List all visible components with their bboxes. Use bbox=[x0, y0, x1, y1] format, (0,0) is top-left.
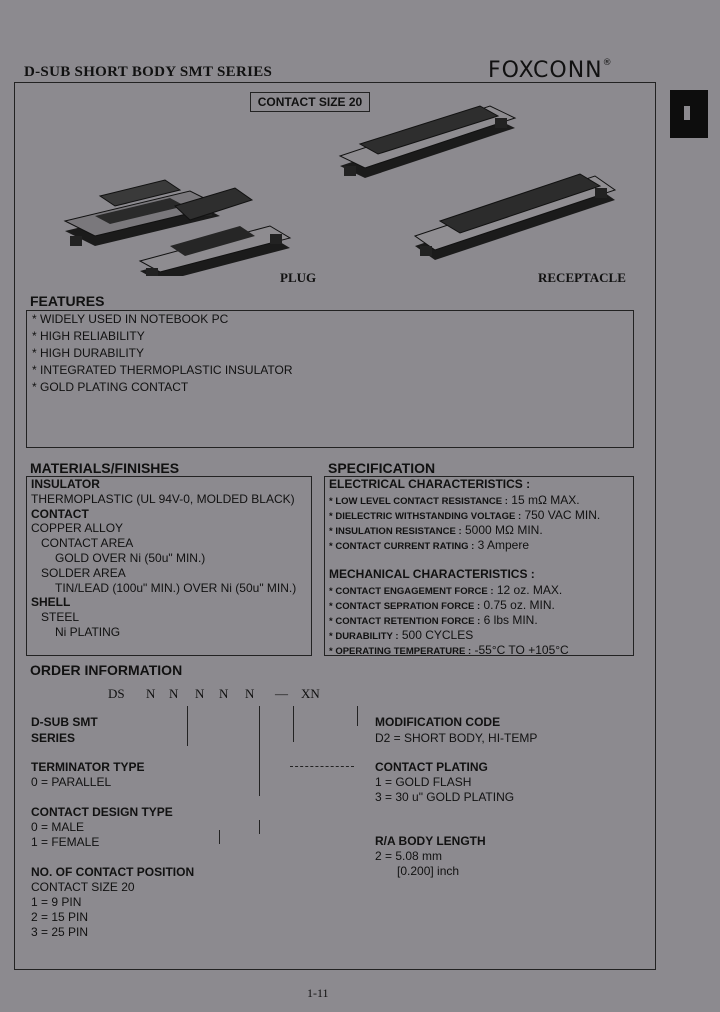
series-title: SERIES bbox=[31, 731, 76, 745]
spec-value: 12 oz. MAX. bbox=[496, 583, 563, 597]
material-line: COPPER ALLOY bbox=[31, 521, 124, 536]
spec-label: * OPERATING TEMPERATURE : bbox=[329, 646, 472, 657]
plug-label: PLUG bbox=[280, 270, 317, 285]
spec-spacer bbox=[329, 552, 629, 566]
receptacle-connector-lower bbox=[415, 174, 615, 260]
spec-label: * DIELECTRIC WITHSTANDING VOLTAGE : bbox=[329, 511, 522, 522]
order-code bbox=[108, 686, 324, 702]
design-option: 0 = MALE bbox=[31, 820, 85, 834]
spec-row bbox=[329, 597, 629, 612]
materials-list bbox=[31, 476, 296, 639]
contact-size-label: CONTACT SIZE 20 bbox=[250, 92, 370, 112]
leader-line bbox=[259, 820, 260, 834]
spec-row bbox=[329, 537, 629, 552]
title-underline bbox=[14, 82, 654, 83]
receptacle-photo bbox=[330, 96, 640, 276]
spec-value: 5000 MΩ MIN. bbox=[465, 523, 543, 537]
spec-value: 6 lbs MIN. bbox=[483, 613, 538, 627]
spec-label: * INSULATION RESISTANCE : bbox=[329, 526, 462, 537]
plating-title: CONTACT PLATING bbox=[375, 760, 488, 774]
features-heading: FEATURES bbox=[30, 293, 105, 309]
plating-option: 1 = GOLD FLASH bbox=[375, 775, 472, 789]
electrical-heading: ELECTRICAL CHARACTERISTICS : bbox=[329, 477, 531, 491]
foxconn-logo bbox=[488, 58, 613, 83]
spec-value: 15 mΩ MAX. bbox=[511, 493, 580, 507]
features-list bbox=[32, 311, 292, 396]
leader-line bbox=[187, 706, 188, 746]
leader-line bbox=[219, 830, 220, 844]
code-ds: DS bbox=[108, 686, 125, 701]
material-heading-shell: SHELL bbox=[31, 595, 71, 610]
spec-row bbox=[329, 612, 629, 627]
code-dash: — bbox=[275, 686, 288, 701]
material-line: STEEL bbox=[41, 610, 80, 625]
spec-row bbox=[329, 522, 629, 537]
design-option: 1 = FEMALE bbox=[31, 835, 100, 849]
section-tab-marker bbox=[670, 90, 708, 138]
leader-line bbox=[293, 706, 294, 742]
spec-value: 0.75 oz. MIN. bbox=[483, 598, 555, 612]
code-xn: XN bbox=[301, 686, 320, 701]
spec-row bbox=[329, 507, 629, 522]
page-title: D-SUB SHORT BODY SMT SERIES bbox=[24, 64, 273, 80]
code-n2: N bbox=[169, 686, 179, 701]
plating-option: 3 = 30 u" GOLD PLATING bbox=[375, 790, 515, 804]
material-line: GOLD OVER Ni (50u" MIN.) bbox=[55, 550, 206, 565]
receptacle-label: RECEPTACLE bbox=[538, 270, 626, 285]
code-n1: N bbox=[146, 686, 156, 701]
code-n4: N bbox=[219, 686, 229, 701]
material-line: THERMOPLASTIC (UL 94V-0, MOLDED BLACK) bbox=[31, 491, 295, 506]
leader-line bbox=[259, 706, 260, 796]
spec-label: * CONTACT CURRENT RATING : bbox=[329, 541, 475, 552]
spec-value: -55°C TO +105°C bbox=[474, 643, 569, 657]
material-heading-insulator: INSULATOR bbox=[31, 477, 100, 491]
body-length-title: R/A BODY LENGTH bbox=[375, 834, 486, 848]
spec-value: 750 VAC MIN. bbox=[524, 508, 601, 522]
feature-item: * WIDELY USED IN NOTEBOOK PC bbox=[32, 312, 229, 326]
order-heading: ORDER INFORMATION bbox=[30, 662, 183, 678]
body-length-option: 2 = 5.08 mm bbox=[375, 849, 443, 863]
tab-notch bbox=[684, 106, 690, 120]
registered-mark: ® bbox=[602, 58, 613, 68]
positions-option: 2 = 15 PIN bbox=[31, 910, 89, 924]
positions-option: 3 = 25 PIN bbox=[31, 925, 89, 939]
materials-heading: MATERIALS/FINISHES bbox=[30, 460, 180, 476]
spec-label: * CONTACT ENGAGEMENT FORCE : bbox=[329, 586, 494, 597]
leader-line bbox=[357, 706, 358, 726]
specification-heading: SPECIFICATION bbox=[328, 460, 436, 476]
modification-title: MODIFICATION CODE bbox=[375, 715, 501, 729]
code-n5: N bbox=[245, 686, 255, 701]
spec-label: * DURABILITY : bbox=[329, 631, 399, 642]
design-title: CONTACT DESIGN TYPE bbox=[31, 805, 173, 819]
page-number: 1-11 bbox=[307, 986, 329, 1000]
spec-value: 500 CYCLES bbox=[401, 628, 474, 642]
feature-item: * INTEGRATED THERMOPLASTIC INSULATOR bbox=[32, 363, 293, 377]
mechanical-heading: MECHANICAL CHARACTERISTICS : bbox=[329, 567, 535, 581]
spec-label: * LOW LEVEL CONTACT RESISTANCE : bbox=[329, 496, 508, 507]
spec-row bbox=[329, 492, 629, 507]
spec-row bbox=[329, 627, 629, 642]
feature-item: * HIGH DURABILITY bbox=[32, 346, 145, 360]
brand-name: FOXCONN bbox=[488, 58, 603, 83]
material-line: TIN/LEAD (100u" MIN.) OVER Ni (50u" MIN.) bbox=[55, 580, 297, 595]
spec-value: 3 Ampere bbox=[477, 538, 530, 552]
positions-option: CONTACT SIZE 20 bbox=[31, 880, 135, 894]
specification-list bbox=[329, 476, 629, 657]
positions-option: 1 = 9 PIN bbox=[31, 895, 82, 909]
modification-option: D2 = SHORT BODY, HI-TEMP bbox=[375, 731, 538, 745]
leader-line bbox=[290, 766, 354, 767]
positions-title: NO. OF CONTACT POSITION bbox=[31, 865, 195, 879]
terminator-title: TERMINATOR TYPE bbox=[31, 760, 145, 774]
spec-row bbox=[329, 642, 629, 657]
spec-label: * CONTACT RETENTION FORCE : bbox=[329, 616, 481, 627]
material-line: Ni PLATING bbox=[55, 624, 121, 639]
material-line: CONTACT AREA bbox=[41, 536, 134, 551]
plug-photo bbox=[30, 96, 330, 276]
feature-item: * HIGH RELIABILITY bbox=[32, 329, 145, 343]
receptacle-connector-upper bbox=[340, 106, 515, 178]
terminator-option: 0 = PARALLEL bbox=[31, 775, 112, 789]
series-title: D-SUB SMT bbox=[31, 715, 98, 729]
material-heading-contact: CONTACT bbox=[31, 506, 89, 521]
code-n3: N bbox=[195, 686, 205, 701]
feature-item: * GOLD PLATING CONTACT bbox=[32, 380, 189, 394]
spec-label: * CONTACT SEPRATION FORCE : bbox=[329, 601, 481, 612]
spec-row bbox=[329, 582, 629, 597]
material-line: SOLDER AREA bbox=[41, 565, 126, 580]
body-length-option: [0.200] inch bbox=[397, 864, 460, 878]
